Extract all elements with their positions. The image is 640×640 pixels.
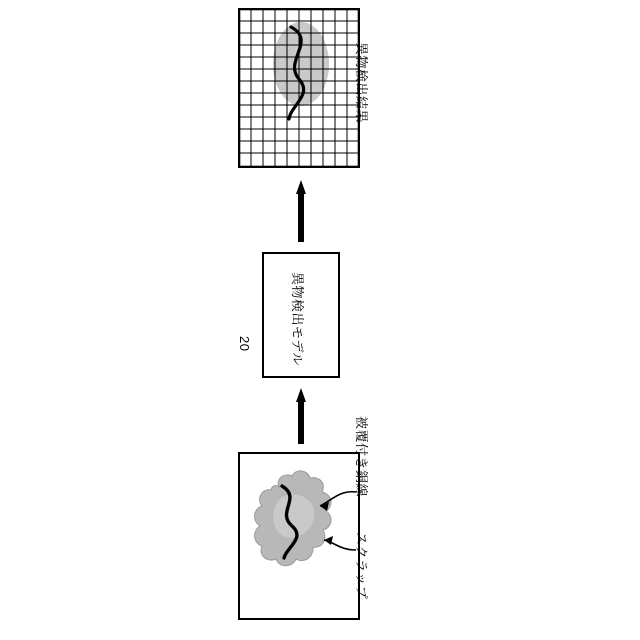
scrap-image-box bbox=[238, 452, 360, 620]
label-detection-result: 異物検出結果 bbox=[354, 42, 369, 124]
label-reference-number: 20 bbox=[237, 336, 252, 352]
scrap-illustration bbox=[240, 454, 358, 618]
label-coated-copper-wire: 被覆付き銅線 bbox=[354, 416, 369, 498]
grid-and-blob bbox=[239, 9, 359, 167]
label-detection-model: 異物検出モデル bbox=[290, 272, 305, 366]
label-scrap: スクラップ bbox=[354, 532, 369, 600]
detection-result-grid bbox=[238, 8, 360, 168]
arrow-scrap-to-model bbox=[296, 388, 306, 444]
arrow-model-to-result bbox=[296, 180, 306, 242]
